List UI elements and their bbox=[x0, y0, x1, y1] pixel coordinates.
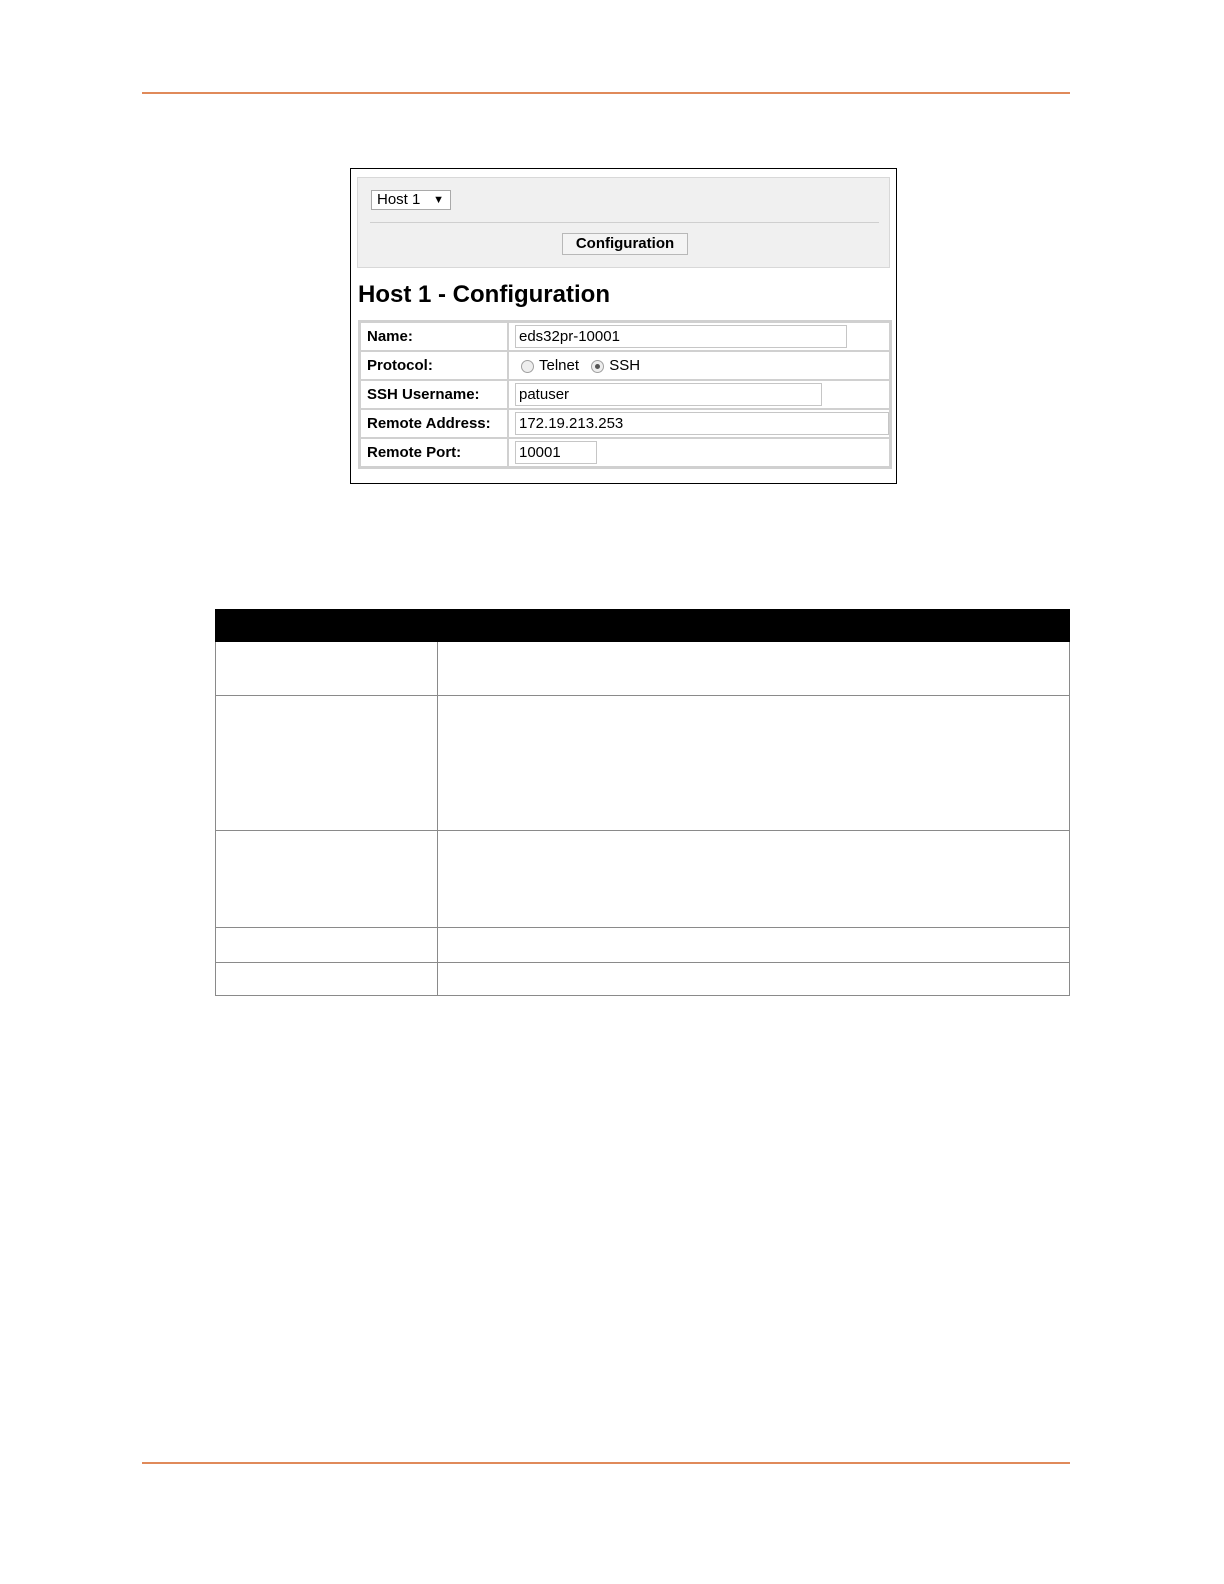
name-input[interactable]: eds32pr-10001 bbox=[515, 325, 847, 348]
telnet-label: Telnet bbox=[539, 357, 580, 375]
table-cell bbox=[438, 642, 1070, 696]
form-row-remote-address bbox=[360, 409, 891, 438]
table-row bbox=[216, 963, 1070, 996]
settings-description-table bbox=[215, 609, 1070, 996]
dropdown-arrow-icon: ▼ bbox=[433, 194, 444, 206]
ssh-radio[interactable] bbox=[591, 360, 604, 373]
ssh-username-label: SSH Username: bbox=[360, 380, 509, 409]
configuration-button[interactable]: Configuration bbox=[562, 233, 688, 255]
host-configuration-screenshot bbox=[350, 168, 897, 484]
table-row bbox=[216, 642, 1070, 696]
footer-rule bbox=[142, 1462, 1070, 1464]
form-row-protocol bbox=[360, 351, 891, 380]
ssh-label: SSH bbox=[609, 357, 641, 375]
table-cell bbox=[216, 642, 438, 696]
table-cell bbox=[216, 696, 438, 831]
remote-address-label: Remote Address: bbox=[360, 409, 509, 438]
table-cell bbox=[216, 928, 438, 963]
table-cell bbox=[216, 831, 438, 928]
header-rule bbox=[142, 92, 1070, 94]
host-select[interactable] bbox=[371, 190, 451, 210]
remote-address-input[interactable]: 172.19.213.253 bbox=[515, 412, 889, 435]
page-title: Host 1 - Configuration bbox=[358, 281, 610, 308]
table-cell bbox=[438, 928, 1070, 963]
form-row-remote-port bbox=[360, 438, 891, 468]
protocol-option-telnet[interactable] bbox=[521, 357, 579, 374]
remote-port-label: Remote Port: bbox=[360, 438, 509, 468]
panel-divider bbox=[370, 222, 879, 223]
table-row bbox=[216, 831, 1070, 928]
name-label: Name: bbox=[360, 322, 509, 352]
table-cell bbox=[438, 963, 1070, 996]
host-config-form bbox=[358, 320, 892, 469]
remote-port-input[interactable]: 10001 bbox=[515, 441, 597, 464]
host-selector-panel bbox=[357, 177, 890, 268]
host-select-value: Host 1 bbox=[377, 191, 421, 208]
protocol-label: Protocol: bbox=[360, 351, 509, 380]
table-header-row bbox=[216, 610, 1070, 642]
table-row bbox=[216, 928, 1070, 963]
telnet-radio[interactable] bbox=[521, 360, 534, 373]
table-header-cell bbox=[438, 610, 1070, 642]
table-cell bbox=[438, 831, 1070, 928]
table-header-cell bbox=[216, 610, 438, 642]
form-row-ssh-username bbox=[360, 380, 891, 409]
table-cell bbox=[216, 963, 438, 996]
table-cell bbox=[438, 696, 1070, 831]
table-row bbox=[216, 696, 1070, 831]
ssh-username-input[interactable]: patuser bbox=[515, 383, 822, 406]
protocol-option-ssh[interactable] bbox=[591, 357, 640, 374]
form-row-name bbox=[360, 322, 891, 352]
